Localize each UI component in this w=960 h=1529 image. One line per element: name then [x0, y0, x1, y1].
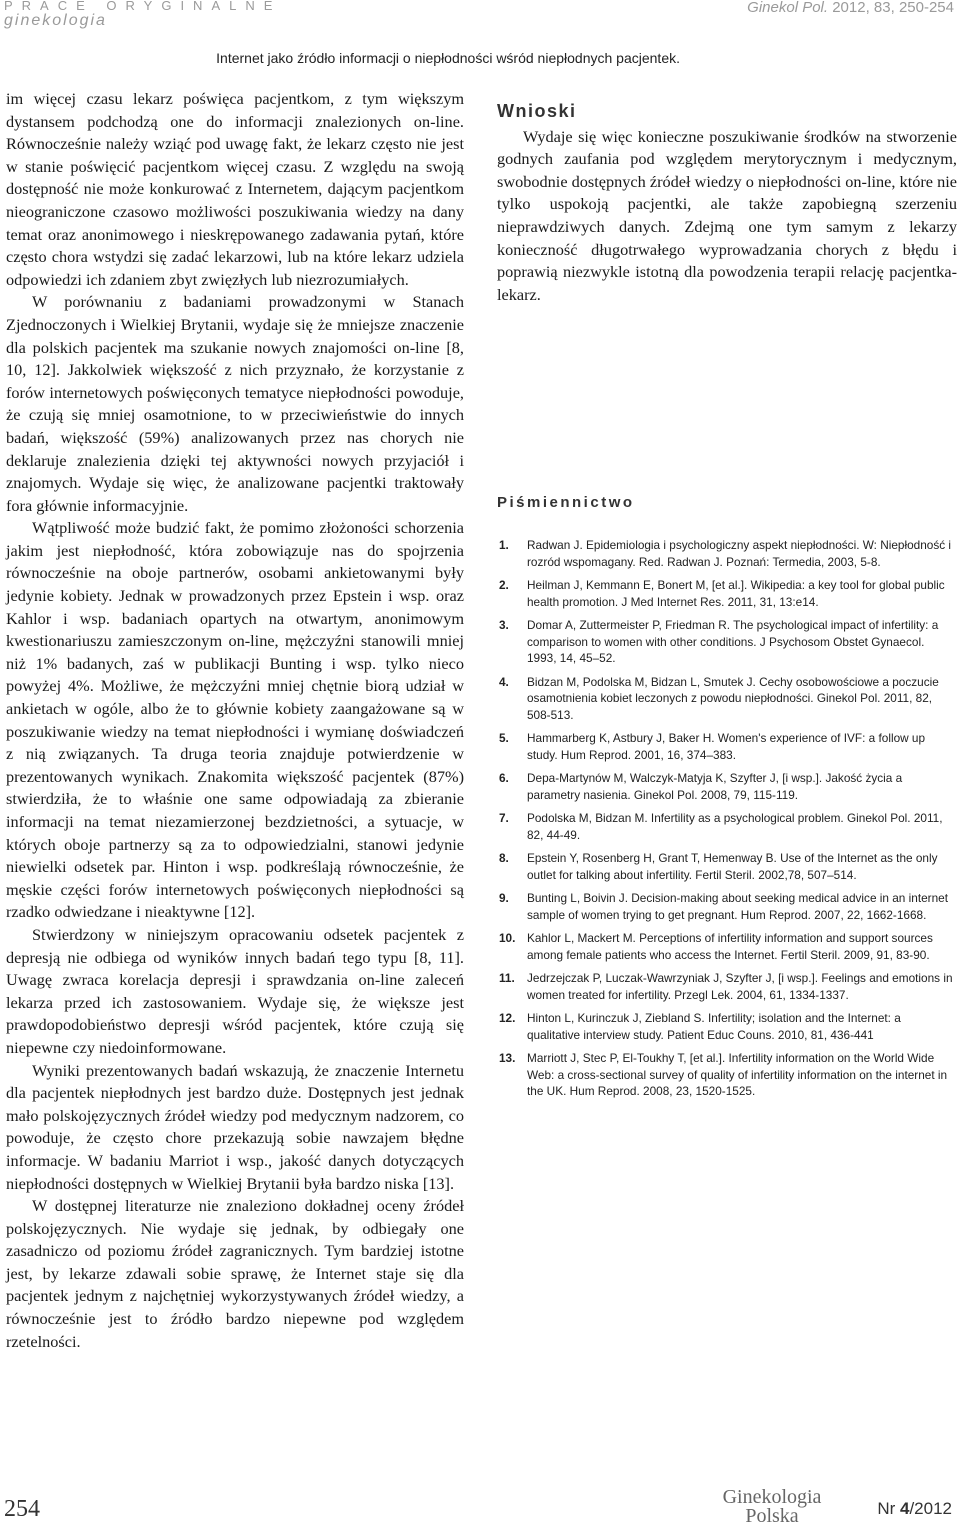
issue-prefix: Nr	[877, 1499, 900, 1518]
citation-volume-pages: 2012, 83, 250-254	[828, 0, 954, 16]
reference-number: 4.	[499, 674, 509, 689]
paragraph: W porównaniu z badaniami prowadzonymi w Stanach Zjednoczonych i Wielkiej Brytanii, wydaje się że mniejsze znaczenie dla polskich pacjentek ma szukanie nowych znajomości on-line [8, 10, 12]. Jakkolwiek większość z nich przyznało, że korzystanie z forów internetowych poświęconych tematyce niepłodności powoduje, że czują się mniej osamotnione, to w przeciwieństwie do innych badań, większość (59%) analizowanych przez nas chorych nie deklaruje znalezienia dzięki tej aktywności nowych przyjaciół i znajomych. Wydaje się więc, że analizowane pacjentki traktowały fora głównie informacyjnie.	[6, 292, 464, 515]
reference-number: 12.	[499, 1011, 516, 1025]
reference-text: Hammarberg K, Astbury J, Baker H. Women's experience of IVF: a follow up study. Hum Reprod. 2001, 16, 374–383.	[527, 731, 926, 762]
paragraph: im więcej czasu lekarz poświęca pacjentkom, z tym większym dystansem podchodzą one do informacji znalezionych on-line. Równocześnie należy wziąć pod uwagę fakt, że lekarz często nie jest w stanie poświęcić pacjentkom więcej czasu. Z względu na swoją dostępność nie może konkurować z Internetem, dającym pacjentkom nieograniczone czasowo możliwości poszukiwania wiedzy na dany temat oraz anonimowego i nieskrępowanego zadawania pytań, które często chora wstydzi się zadać lekarzowi, lub na które lekarz udziela odpowiedzi ich zdaniem zbyt zwięzłych lub niezrozumiałych.	[6, 89, 464, 289]
section-label: PRACE ORYGINALNE	[4, 0, 282, 13]
conclusions-section	[497, 100, 957, 306]
paragraph: Wyniki prezentowanych badań wskazują, że znaczenie Internetu dla pacjentek niepłodnych jest bardzo duże. Dostępnych jest jednak mało polskojęzycznych źródeł wiedzy pod medycznym nadzorem, co powoduje, że często chore przekazują sobie nawzajem błędne informacje. W badaniu Marriot i wsp., jakość danych dotyczących niepłodności dostępnych w Wielkiej Brytanii była bardzo niska [13].	[6, 1060, 464, 1193]
conclusions-text: Wydaje się więc konieczne poszukiwanie środków na stworzenie godnych zaufania pod względem merytorycznym i medycznym, swobodnie dostępnych źródeł wiedzy o niepłodności on-line, które nie tylko uspokoją pacjentki, ale także zapobiegną szerzeniu nieprawdziwych danych. Zdejmą one tym samym z lekarzy konieczność długotrwałego wyprowadzania chorych z błędu i poprawią niezwykle istotną dla powodzenia terapii relację pacjentka-lekarz.	[497, 126, 957, 304]
issue-number	[877, 1499, 952, 1519]
reference-number: 11.	[499, 971, 515, 985]
reference-item	[497, 850, 957, 883]
reference-item	[497, 890, 957, 923]
references-section	[497, 494, 957, 1107]
reference-item	[497, 617, 957, 667]
reference-text: Marriott J, Stec P, El-Toukhy T, [et al.]. Infertility information on the World Wide Web: a cross-sectional survey of quality of infertility information on the internet in the UK. Hum Reprod. 2008, 23, 1520-1525.	[527, 1051, 948, 1098]
reference-text: Depa-Martynów M, Walczyk-Matyja K, Szyfter J, [i wsp.]. Jakość życia a parametry nasienia. Ginekol Pol. 2008, 79, 115-119.	[527, 771, 903, 802]
reference-number: 6.	[499, 771, 509, 785]
references-heading: Piśmiennictwo	[497, 494, 635, 511]
reference-number: 2.	[499, 578, 509, 592]
reference-number: 5.	[499, 731, 509, 745]
citation	[747, 0, 954, 16]
logo-line-2: Polska	[745, 1505, 799, 1527]
reference-text: Radwan J. Epidemiologia i psychologiczny aspekt niepłodności. W: Niepłodność i rozród wspomagany. Red. Radwan J. Poznań: Termedia, 2003, 5-8.	[527, 538, 952, 569]
reference-number: 13.	[499, 1051, 516, 1065]
body-column-left	[6, 88, 464, 1353]
logo-line-1: Ginekologia	[722, 1486, 822, 1508]
reference-number: 1.	[499, 538, 509, 552]
reference-number: 10.	[499, 931, 516, 945]
paragraph: Stwierdzony w niniejszym opracowaniu odsetek pacjentek z depresją nie odbiega od wyników innych badań tego typu [8, 11]. Uwagę zwraca korelacja depresji i sprawdzania on-line zaleceń lekarza przed ich zastosowaniem. Wydaje się, że większe jest prawdopodobieństwo depresji wśród pacjentek, które czują się niepewne czy niedoinformowane.	[6, 924, 464, 1057]
issue-year: /2012	[909, 1499, 952, 1518]
reference-item	[497, 1010, 957, 1043]
issue-num: 4	[899, 1499, 910, 1518]
reference-number: 7.	[499, 811, 509, 825]
citation-journal: Ginekol Pol.	[747, 0, 829, 16]
reference-text: Bidzan M, Podolska M, Bidzan L, Smutek J. Cechy osobowościowe a poczucie osamotnienia kobiet leczonych z powodu niepłodności. Ginekol Pol. 2011, 82, 508-513.	[527, 674, 939, 722]
reference-text: Epstein Y, Rosenberg H, Grant T, Hemenway B. Use of the Internet as the only outlet for talking about infertility. Fertil Steril. 2002,78, 507–514.	[527, 851, 938, 882]
reference-text: Kahlor L, Mackert M. Perceptions of infertility information and support sources among female patients who access the Internet. Fertil Steril. 2009, 91, 83-90.	[527, 931, 933, 962]
reference-item	[497, 930, 957, 963]
reference-item	[497, 770, 957, 803]
reference-text: Heilman J, Kemmann E, Bonert M, [et al.]. Wikipedia: a key tool for global public health promotion. J Med Internet Res. 2011, 31, 13:e14.	[527, 578, 945, 609]
conclusions-heading: Wnioski	[497, 101, 577, 121]
paragraph: W dostępnej literaturze nie znaleziono dokładnej oceny źródeł polskojęzycznych. Nie wydaje się jednak, by odbiegały one zasadniczo od poziomu źródeł zagranicznych. Tym bardziej istotne jest, by lekarze zdawali sobie sprawę, że Internet staje się dla pacjentek jednym z najchętniej wykorzystywanych źródeł wiedzy, a równocześnie jest to źródło bardzo niepewne pod względem rzetelności.	[6, 1196, 464, 1351]
reference-text: Hinton L, Kurinczuk J, Ziebland S. Infertility; isolation and the Internet: a qualitative interview study. Patient Educ Couns. 2010, 81, 436-441	[527, 1011, 901, 1042]
running-title: Internet jako źródło informacji o niepłodności wśród niepłodnych pacjentek.	[216, 50, 680, 66]
reference-text: Domar A, Zuttermeister P, Friedman R. The psychological impact of infertility: a comparison to women with other conditions. J Psychosom Obstet Gynaecol. 1993, 14, 45–52.	[527, 618, 939, 665]
journal-logo	[712, 1488, 832, 1526]
reference-item	[497, 730, 957, 763]
reference-number: 3.	[499, 618, 509, 632]
reference-item	[497, 674, 957, 724]
reference-item	[497, 1050, 957, 1100]
reference-text: Jedrzejczak P, Luczak-Wawrzyniak J, Szyfter J, [i wsp.]. Feelings and emotions in women treated for infertility. Przegl Lek. 2004, 61, 1334-1337.	[527, 971, 953, 1002]
reference-item	[497, 577, 957, 610]
reference-number: 8.	[499, 851, 509, 865]
page-number: 254	[4, 1496, 40, 1522]
reference-item	[497, 537, 957, 570]
paragraph: Wątpliwość może budzić fakt, że pomimo złożoności schorzenia jakim jest niepłodność, która zobowiązuje nas do spojrzenia równocześnie na oboje partnerów, osobami ankietowanymi były jedynie kobiety. Jednak w prowadzonych przez Epstein i wsp. oraz Kahlor i wsp. badaniach opartych na otwartym, anonimowym kwestionariuszu zamieszczonym on-line, mężczyźni stanowili mniej niż 1% badanych, zaś w publikacji Bunting i wsp. tylko nieco powyżej 4%. Możliwe, że mężczyźni mniej chętnie biorą udział w ankietach w ogóle, albo że to głównie kobiety zaangażowane są w poszukiwanie wiedzy na temat niepłodności i wymianę doświadczeń z nią związanych. Ta druga teoria znajduje potwierdzenie w prezentowanych wynikach. Znakomita większość pacjentek (87%) stwierdziła, że to właśnie one same odpowiadają za zbieranie informacji na temat niezamierzonej bezdzietności, a sytuacje, w których oboje partnerzy są za to odpowiedzialni, stanowi jedynie niewielki odsetek par. Hinton i wsp. podkreślają równocześnie, że męskie części forów internetowych poświęconych niepłodności są rzadko odwiedzane i nieaktywne [12].	[6, 518, 464, 922]
reference-text: Bunting L, Boivin J. Decision-making about seeking medical advice in an internet sample of women trying to get pregnant. Hum Reprod. 2007, 22, 1662-1668.	[527, 891, 948, 922]
reference-item	[497, 970, 957, 1003]
reference-item	[497, 810, 957, 843]
reference-text: Podolska M, Bidzan M. Infertility as a psychological problem. Ginekol Pol. 2011, 82, 44-49.	[527, 811, 943, 842]
reference-number: 9.	[499, 891, 509, 905]
journal-name: ginekologia	[4, 12, 107, 29]
